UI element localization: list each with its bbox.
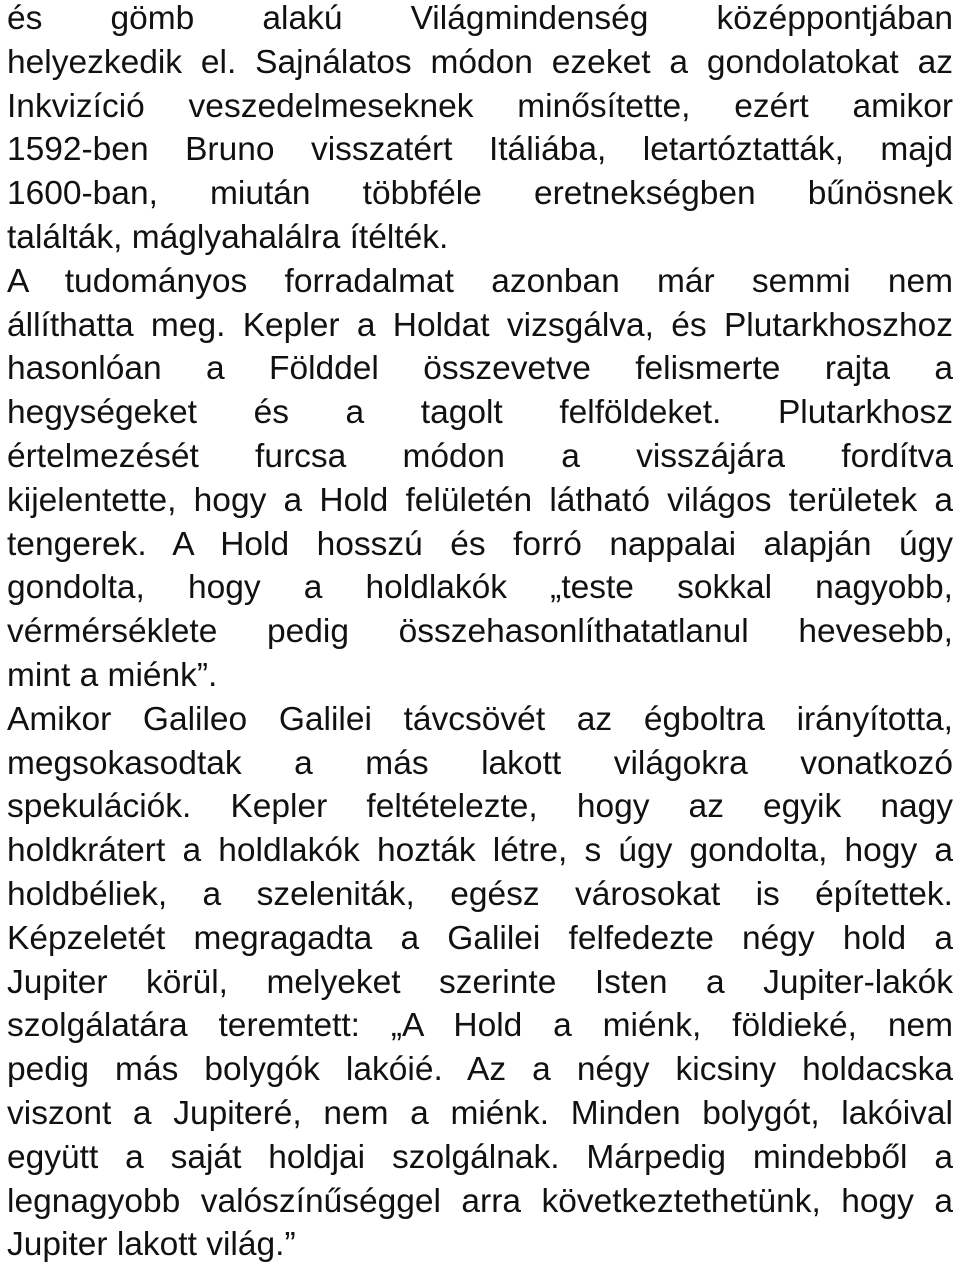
text-line: találták, máglyahalálra ítélték. bbox=[7, 218, 449, 256]
text-line: Amikor Galileo Galilei távcsövét az égboltra irányította, bbox=[7, 700, 953, 738]
text-line: szolgálatára teremtett: „A Hold a miénk, földieké, nem bbox=[7, 1007, 953, 1045]
text-line: A tudományos forradalmat azonban már semmi nem bbox=[7, 262, 953, 300]
paragraph-bruno bbox=[7, 0, 953, 260]
text-line: együtt a saját holdjai szolgálnak. Márpedig mindebből a bbox=[7, 1138, 953, 1176]
paragraph-galilei bbox=[7, 698, 953, 1267]
text-line: és gömb alakú Világmindenség középpontjában bbox=[7, 0, 953, 37]
text-line: értelmezését furcsa módon a visszájára fordítva bbox=[7, 437, 953, 475]
text-line: mint a miénk”. bbox=[7, 656, 218, 694]
document-page bbox=[7, 0, 953, 1267]
text-line: Képzeletét megragadta a Galilei felfedezte négy hold a bbox=[7, 919, 953, 957]
text-line: helyezkedik el. Sajnálatos módon ezeket a gondolatokat az bbox=[7, 43, 953, 81]
text-line: gondolta, hogy a holdlakók „teste sokkal nagyobb, bbox=[7, 569, 953, 607]
text-line: holdbéliek, a szeleniták, egész városokat is építettek. bbox=[7, 875, 953, 913]
text-line: hegységeket és a tagolt felföldeket. Plutarkhosz bbox=[7, 394, 953, 432]
text-line: vérmérséklete pedig összehasonlíthatatlanul hevesebb, bbox=[7, 613, 953, 651]
text-line: viszont a Jupiteré, nem a miénk. Minden bolygót, lakóival bbox=[7, 1094, 953, 1132]
text-line: állíthatta meg. Kepler a Holdat vizsgálva, és Plutarkhoszhoz bbox=[7, 306, 953, 344]
text-line: spekulációk. Kepler feltételezte, hogy az egyik nagy bbox=[7, 788, 953, 826]
text-line: Inkvizíció veszedelmeseknek minősítette, ezért amikor bbox=[7, 87, 953, 125]
text-line: 1592-ben Bruno visszatért Itáliába, letartóztatták, majd bbox=[7, 131, 953, 169]
text-line: megsokasodtak a más lakott világokra vonatkozó bbox=[7, 744, 953, 782]
paragraph-kepler-moon bbox=[7, 260, 953, 698]
text-line: Jupiter lakott világ.” bbox=[7, 1226, 296, 1264]
text-line: legnagyobb valószínűséggel arra következtethetünk, hogy a bbox=[7, 1182, 953, 1220]
text-line: 1600-ban, miután többféle eretnekségben bűnösnek bbox=[7, 175, 953, 213]
text-line: kijelentette, hogy a Hold felületén látható világos területek a bbox=[7, 481, 953, 519]
text-line: Jupiter körül, melyeket szerinte Isten a Jupiter-lakók bbox=[7, 963, 953, 1001]
text-line: holdkrátert a holdlakók hozták létre, s úgy gondolta, hogy a bbox=[7, 832, 953, 870]
text-line: hasonlóan a Földdel összevetve felismerte rajta a bbox=[7, 350, 953, 388]
text-line: tengerek. A Hold hosszú és forró nappalai alapján úgy bbox=[7, 525, 953, 563]
text-line: pedig más bolygók lakóié. Az a négy kicsiny holdacska bbox=[7, 1051, 953, 1089]
